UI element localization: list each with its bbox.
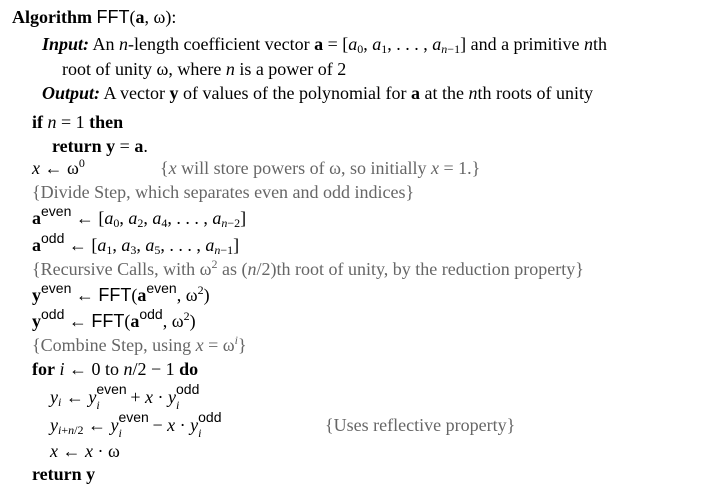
x-init-comment: {x will store powers of ω, so initially x = 1.} xyxy=(160,158,481,178)
for-line: for i ← 0 to n/2 − 1 do xyxy=(32,359,199,379)
recursive-comment: {Recursive Calls, with $\omega^2$ as (n/2)th root of unity, by the reduction property} xyxy=(32,257,584,279)
then-keyword: then xyxy=(89,112,124,132)
if-line: if n = 1 then xyxy=(32,112,124,132)
input-text: and a primitive xyxy=(470,34,580,54)
y-i-plus-line: $y_{i+n/2}$ ← y even i − x · y odd i {Uses reflective property} xyxy=(50,409,516,440)
y-i-line: $y_i$ ← y even i + x · y odd i xyxy=(50,381,200,412)
fft-call: FFT xyxy=(98,285,132,305)
output-text: A vector xyxy=(103,83,166,103)
x-init-line: x ← $\omega^0$ {x will store powers of ω, so initially x = 1.} xyxy=(32,156,481,178)
even-superscript: even xyxy=(41,280,72,296)
output-text: th roots of unity xyxy=(477,83,593,103)
y-even-line: $y^{even}$ ← $FFT(a^{even}$, $\omega^2$) xyxy=(32,280,210,305)
algorithm-header xyxy=(12,6,176,28)
even-superscript: even xyxy=(146,280,177,296)
odd-superscript: odd xyxy=(41,230,65,246)
input-text: An xyxy=(92,34,115,54)
x-update-line: x ← x · ω xyxy=(50,441,120,461)
input-label: Input: xyxy=(42,34,90,54)
var-n: n xyxy=(119,34,129,54)
return-value: y xyxy=(86,464,96,484)
even-superscript: even xyxy=(41,203,72,219)
odd-superscript: odd xyxy=(139,306,163,322)
output-text: of values of the polynomial for xyxy=(183,83,407,103)
output-line: Output: A vector y of values of the polynomial for a at the nth roots of unity xyxy=(42,83,593,103)
do-keyword: do xyxy=(179,359,199,379)
combine-comment: {Combine Step, using $x = \omega^i$} xyxy=(32,333,247,355)
odd-superscript: odd xyxy=(41,306,65,322)
fft-call: FFT xyxy=(91,311,125,331)
output-label: Output: xyxy=(42,83,101,103)
return-keyword: return xyxy=(52,136,102,156)
return-base-line: return y = a. xyxy=(52,136,148,156)
input-text: root of unity ω, where xyxy=(62,59,222,79)
input-line-2: root of unity ω, where n is a power of 2 xyxy=(62,59,347,79)
algorithm-keyword: Algorithm xyxy=(12,7,92,27)
output-text: at the xyxy=(424,83,464,103)
a-even-line: $a^{even}$ ← [$a_0$, $a_2$, $a_4$, . . . , $a_{n-2}$] xyxy=(32,203,247,230)
for-keyword: for xyxy=(32,359,55,379)
if-keyword: if xyxy=(32,112,43,132)
input-text: is a power of 2 xyxy=(239,59,347,79)
algorithm-params: (a, ω): xyxy=(129,7,177,27)
reflective-comment: {Uses reflective property} xyxy=(325,415,516,435)
algorithm-name: FFT xyxy=(96,7,130,27)
divide-comment: {Divide Step, which separates even and odd indices} xyxy=(32,182,415,202)
return-keyword: return xyxy=(32,464,82,484)
return-final-line xyxy=(32,463,95,485)
input-text: th xyxy=(593,34,608,54)
input-text: -length coefficient vector xyxy=(128,34,310,54)
input-line-1: Input: An n-length coefficient vector $a = [a_0$, $a_1$, . . . , $a_{n-1}$] and a primitive nth xyxy=(42,34,608,56)
y-odd-line: $y^{odd}$ ← $FFT(a^{odd}$, $\omega^2$) xyxy=(32,306,196,331)
a-odd-line: $a^{odd}$ ← [$a_1$, $a_3$, $a_5$, . . . , $a_{n-1}$] xyxy=(32,230,240,257)
